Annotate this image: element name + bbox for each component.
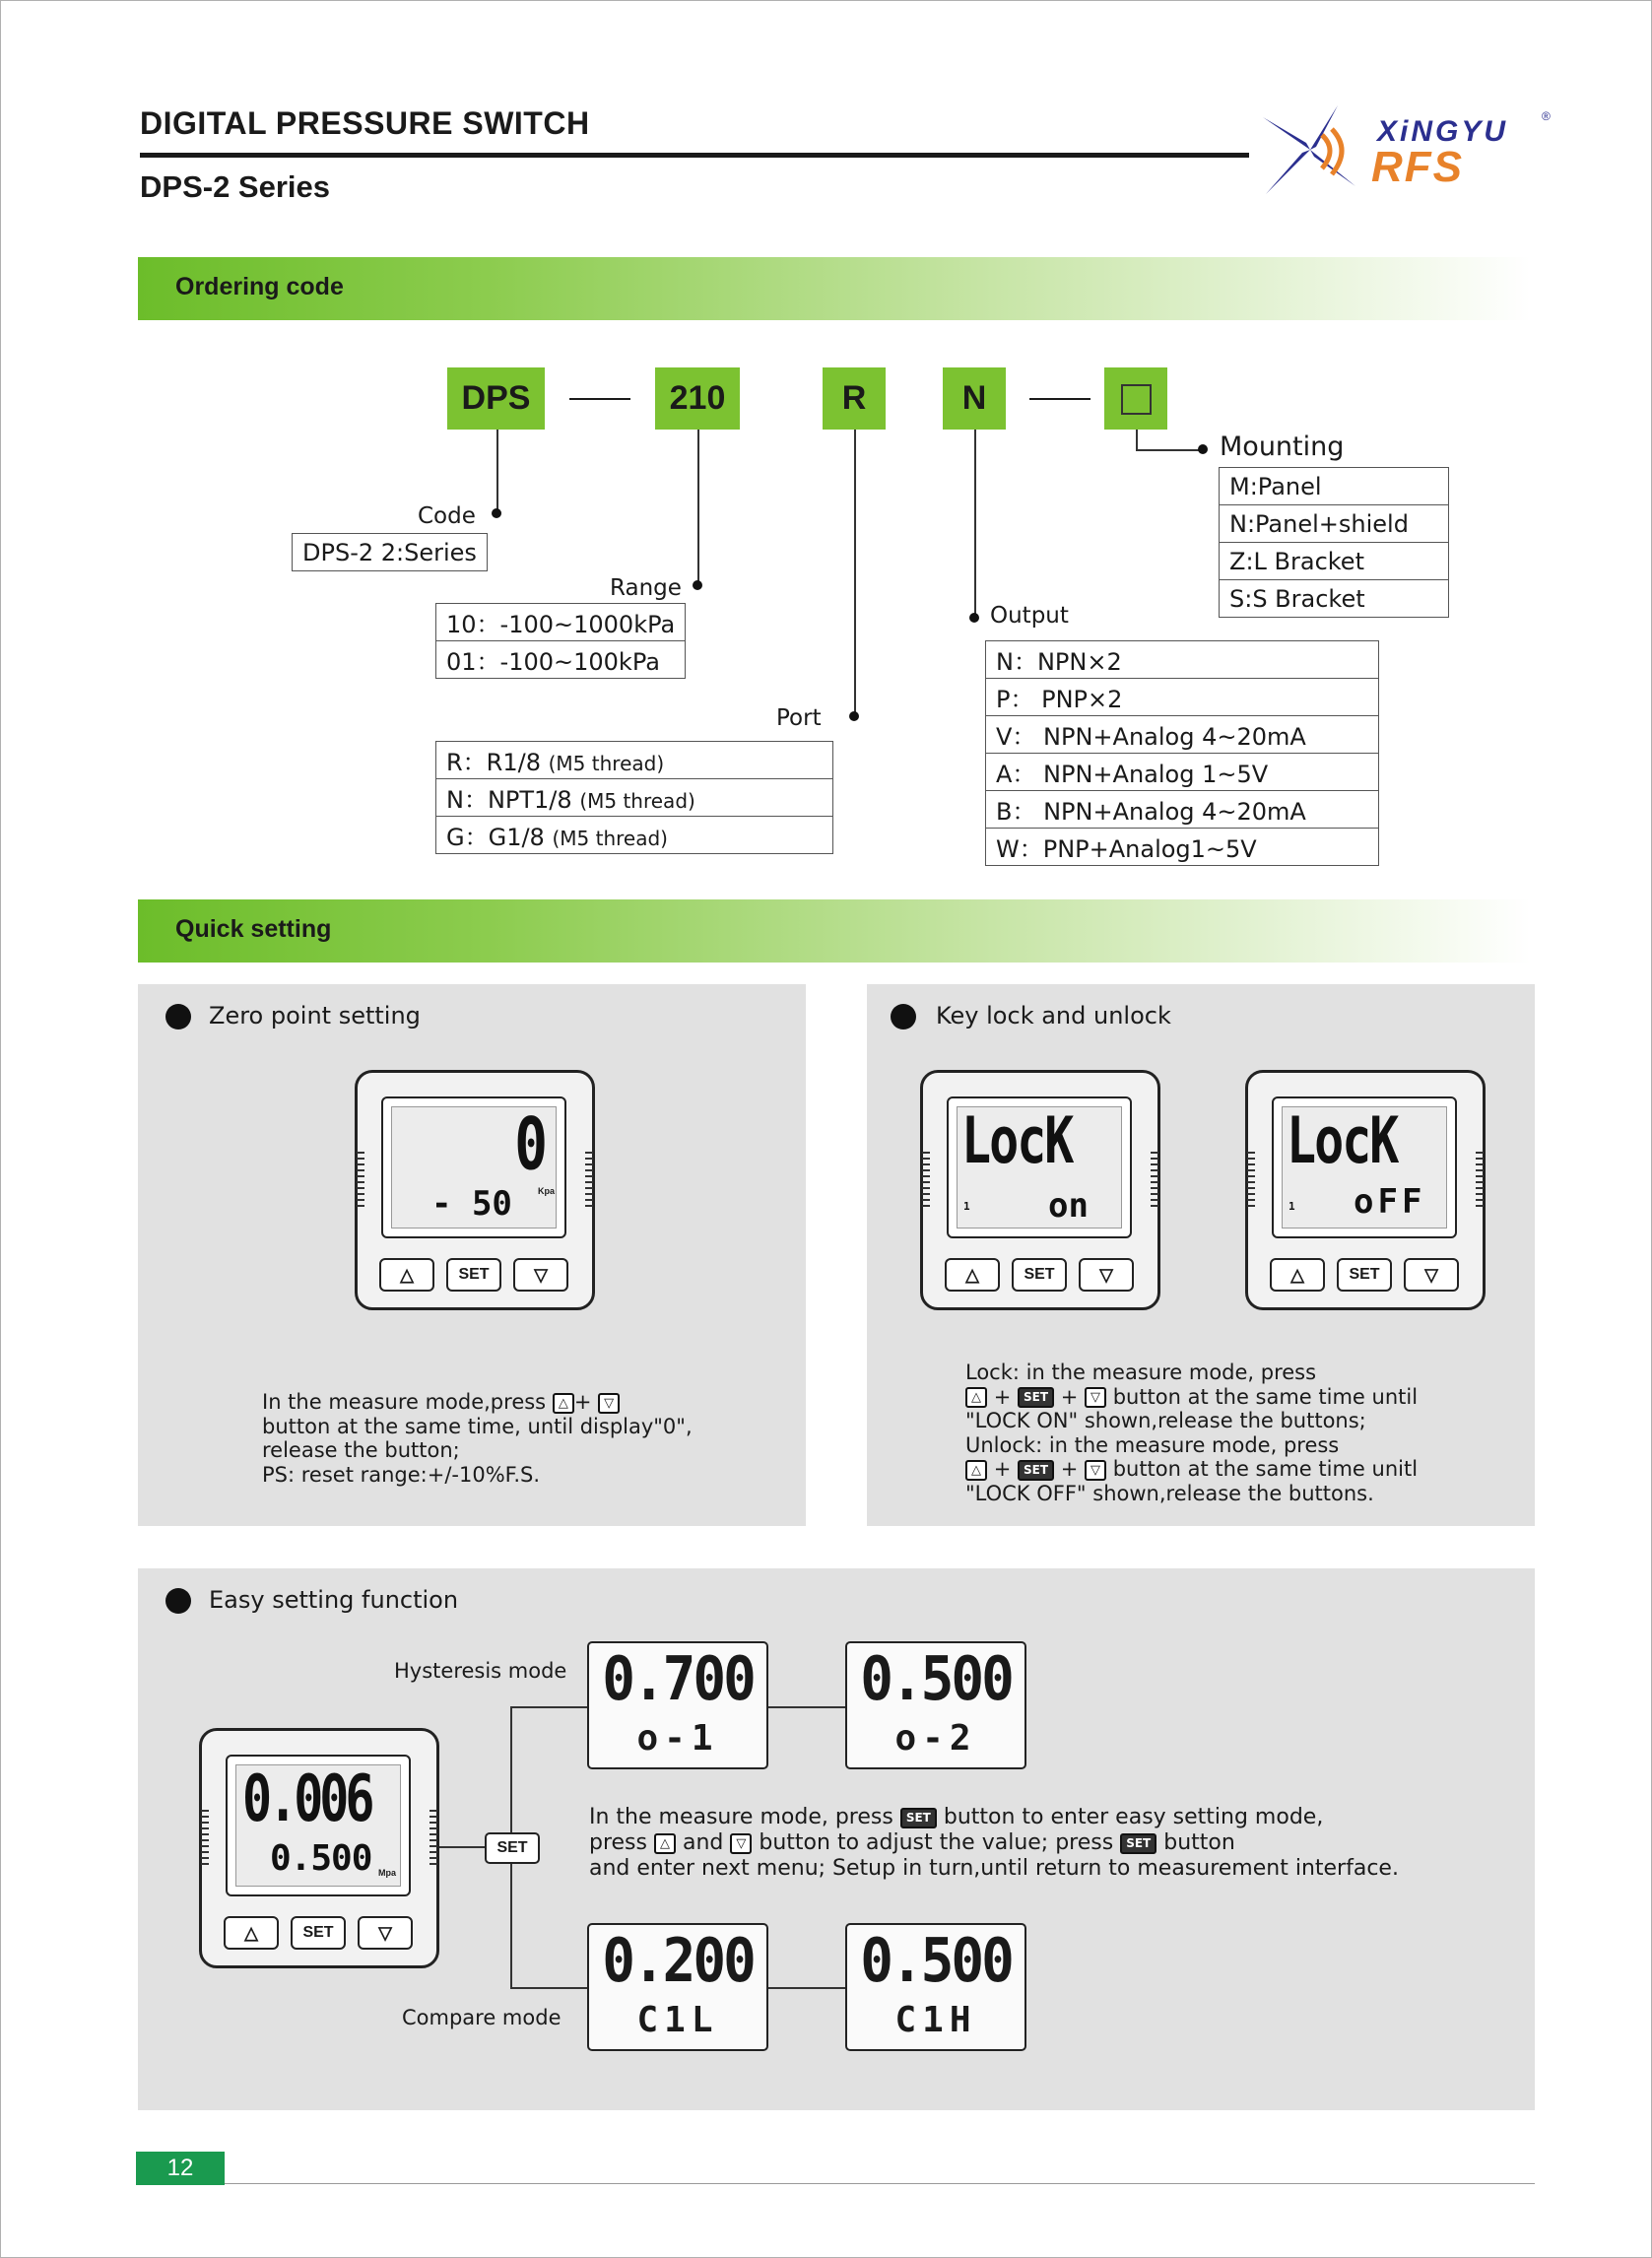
instr-line xyxy=(589,1805,1515,1830)
display-bottom-value: C1H xyxy=(894,2000,977,2040)
device-screen xyxy=(947,1096,1132,1238)
plus-sign: + xyxy=(993,1457,1012,1481)
range-label: Range xyxy=(610,575,682,601)
up-button[interactable]: △ xyxy=(379,1258,434,1292)
port-option-code: G：G1/8 xyxy=(446,824,545,851)
code-box-port: R xyxy=(823,367,886,430)
code-box-range: 210 xyxy=(655,367,740,430)
output-option: A： NPN+Analog 1~5V xyxy=(986,754,1379,791)
brand-logo xyxy=(1261,103,1556,197)
range-dot xyxy=(693,580,702,590)
port-option xyxy=(436,817,833,854)
mounting-option: S:S Bracket xyxy=(1220,580,1449,618)
title-rule xyxy=(140,153,1249,158)
set-key-icon: SET xyxy=(1018,1460,1054,1481)
quick-section-title: Quick setting xyxy=(175,915,332,943)
instr-line xyxy=(262,1390,774,1415)
up-button[interactable]: △ xyxy=(224,1916,279,1950)
footer-rule xyxy=(225,2183,1535,2184)
device-ticks xyxy=(1151,1152,1158,1211)
down-key-icon: ▽ xyxy=(598,1393,620,1414)
page-number: 12 xyxy=(136,2152,225,2185)
display-top-value: 0.700 xyxy=(602,1643,754,1715)
display-top-value: 0.500 xyxy=(860,1643,1012,1715)
instr-text: In the measure mode,press xyxy=(262,1390,547,1414)
instr-text: and xyxy=(683,1830,724,1855)
up-key-icon: △ xyxy=(965,1460,987,1481)
ordering-section-bar xyxy=(138,257,1531,320)
zero-device xyxy=(355,1070,595,1310)
flow-connector xyxy=(764,1987,845,1989)
instr-text: press xyxy=(589,1830,647,1855)
instr-text: button at the same time unitl xyxy=(1112,1457,1419,1481)
plus-sign: + xyxy=(993,1384,1012,1409)
mounting-option: Z:L Bracket xyxy=(1220,543,1449,580)
code-connector xyxy=(496,430,498,513)
range-option: 10：-100~1000kPa xyxy=(436,604,686,641)
mounting-option: N:Panel+shield xyxy=(1220,505,1449,543)
output-connector xyxy=(974,430,976,618)
flow-connector xyxy=(510,1987,587,1989)
instr-line: PS: reset range:+/-10%F.S. xyxy=(262,1462,541,1487)
flow-connector xyxy=(439,1846,491,1848)
code-box-output: N xyxy=(943,367,1006,430)
code-dot xyxy=(492,508,501,518)
key-lock-title: Key lock and unlock xyxy=(936,1002,1171,1029)
mounting-dot xyxy=(1198,444,1208,454)
device-screen xyxy=(226,1755,411,1896)
device-ticks xyxy=(357,1152,364,1211)
instr-line: and enter next menu; Setup in turn,until return to measurement interface. xyxy=(589,1856,1399,1881)
device-ticks xyxy=(201,1810,209,1869)
easy-setting-instructions xyxy=(589,1805,1515,1882)
set-button[interactable]: SET xyxy=(1012,1258,1067,1292)
lcd-top-value: LocK xyxy=(961,1103,1073,1178)
lcd-bottom-value: on xyxy=(1048,1186,1089,1226)
instr-line xyxy=(965,1457,1517,1482)
lcd-index: 1 xyxy=(1289,1200,1295,1213)
range-option: 01：-100~100kPa xyxy=(436,641,686,679)
lcd-bottom-value: oFF xyxy=(1354,1182,1426,1222)
device-ticks xyxy=(1247,1152,1255,1211)
port-option xyxy=(436,742,833,779)
device-screen xyxy=(1272,1096,1457,1238)
output-option: P： PNP×2 xyxy=(986,679,1379,716)
bullet xyxy=(165,1004,191,1029)
output-option: V： NPN+Analog 4~20mA xyxy=(986,716,1379,754)
down-key-icon: ▽ xyxy=(1085,1460,1106,1481)
device-ticks xyxy=(430,1810,437,1869)
lcd-unit: Kpa xyxy=(538,1186,556,1196)
lcd-unit: Mpa xyxy=(378,1868,396,1878)
zero-point-title: Zero point setting xyxy=(209,1002,421,1029)
instr-line: Lock: in the measure mode, press xyxy=(965,1361,1317,1384)
port-option-note: (M5 thread) xyxy=(552,827,668,850)
instr-line xyxy=(965,1385,1517,1410)
instr-text: button to enter easy setting mode, xyxy=(943,1805,1324,1829)
port-option-note: (M5 thread) xyxy=(579,789,695,813)
port-option-note: (M5 thread) xyxy=(548,752,665,775)
code-options-table xyxy=(292,533,488,571)
hysteresis-display-1 xyxy=(587,1641,768,1769)
display-bottom-value: o-1 xyxy=(636,1718,719,1759)
instr-text: button at the same time until xyxy=(1112,1384,1419,1409)
flow-connector xyxy=(510,1706,587,1708)
output-option: B： NPN+Analog 4~20mA xyxy=(986,791,1379,829)
bullet xyxy=(165,1588,191,1614)
instr-line: "LOCK OFF" shown,release the buttons. xyxy=(965,1481,1374,1505)
range-options-table xyxy=(435,603,686,679)
down-key-icon: ▽ xyxy=(1085,1387,1106,1408)
lcd-top-value: 0.006 xyxy=(242,1761,371,1836)
mounting-label: Mounting xyxy=(1220,432,1345,462)
device-ticks xyxy=(585,1152,593,1211)
brand-top-text: XiNGYU xyxy=(1377,115,1509,148)
code-dash xyxy=(569,398,630,400)
key-lock-instructions xyxy=(965,1361,1517,1505)
lcd-index: 1 xyxy=(963,1200,970,1213)
instr-line xyxy=(589,1830,1515,1856)
mounting-option: M:Panel xyxy=(1220,468,1449,505)
brand-registered: ® xyxy=(1542,109,1551,123)
code-option: DPS-2 2:Series xyxy=(293,534,488,571)
port-options-table xyxy=(435,741,833,854)
port-connector xyxy=(854,430,856,716)
range-connector xyxy=(697,430,699,585)
up-key-icon: △ xyxy=(965,1387,987,1408)
easy-setting-title: Easy setting function xyxy=(209,1586,459,1614)
up-button[interactable]: △ xyxy=(945,1258,1000,1292)
key-lock-panel xyxy=(867,984,1535,1526)
easy-setting-panel xyxy=(138,1568,1535,2110)
instr-line: "LOCK ON" shown,release the buttons; xyxy=(965,1409,1366,1432)
device-lcd xyxy=(235,1761,401,1887)
up-key-icon: △ xyxy=(553,1393,574,1414)
lcd-top-value: 0 xyxy=(514,1103,548,1187)
device-lcd xyxy=(1282,1103,1447,1229)
instr-text: In the measure mode, press xyxy=(589,1805,893,1829)
mounting-connector xyxy=(1136,430,1138,449)
device-screen xyxy=(381,1096,566,1238)
up-button[interactable]: △ xyxy=(1270,1258,1325,1292)
ordering-section-title: Ordering code xyxy=(175,273,344,300)
instr-text: button xyxy=(1163,1830,1235,1855)
star-logo-icon xyxy=(1261,103,1359,197)
output-options-table xyxy=(985,640,1379,866)
hysteresis-label: Hysteresis mode xyxy=(394,1659,567,1683)
compare-display-2 xyxy=(845,1923,1026,2051)
code-box-mounting xyxy=(1104,367,1167,430)
lock-on-device xyxy=(920,1070,1160,1310)
device-lcd xyxy=(391,1103,557,1229)
quick-section-bar xyxy=(138,899,1531,963)
compare-label: Compare mode xyxy=(402,2006,562,2029)
instr-text: button to adjust the value; press xyxy=(759,1830,1114,1855)
zero-point-panel xyxy=(138,984,806,1526)
down-button[interactable]: ▽ xyxy=(1079,1258,1134,1292)
display-bottom-value: C1L xyxy=(636,2000,719,2040)
display-top-value: 0.200 xyxy=(602,1925,754,1997)
compare-display-1 xyxy=(587,1923,768,2051)
page-subtitle: DPS-2 Series xyxy=(140,169,330,204)
up-key-icon: △ xyxy=(654,1833,676,1854)
output-label: Output xyxy=(990,603,1069,629)
lock-off-device xyxy=(1245,1070,1486,1310)
down-button[interactable]: ▽ xyxy=(358,1916,413,1950)
port-option xyxy=(436,779,833,817)
set-key-icon: SET xyxy=(900,1808,937,1828)
display-bottom-value: o-2 xyxy=(894,1718,977,1759)
zero-point-instructions xyxy=(262,1390,774,1487)
lcd-bottom-value: 0.500 xyxy=(270,1838,372,1879)
set-key-icon: SET xyxy=(485,1832,540,1864)
set-button[interactable]: SET xyxy=(291,1916,346,1950)
bullet xyxy=(891,1004,916,1029)
device-ticks xyxy=(1476,1152,1484,1211)
port-dot xyxy=(849,711,859,721)
output-option: N：NPN×2 xyxy=(986,641,1379,679)
easy-main-device xyxy=(199,1728,439,1968)
mounting-connector xyxy=(1136,449,1203,451)
code-label: Code xyxy=(418,503,476,529)
set-key-icon: SET xyxy=(1120,1833,1156,1854)
down-button[interactable]: ▽ xyxy=(513,1258,568,1292)
port-option-code: R：R1/8 xyxy=(446,749,541,776)
set-button[interactable]: SET xyxy=(446,1258,501,1292)
code-dash xyxy=(1029,398,1090,400)
display-top-value: 0.500 xyxy=(860,1925,1012,1997)
set-key-icon: SET xyxy=(1018,1387,1054,1408)
output-dot xyxy=(969,613,979,623)
brand-bottom-text: RFS xyxy=(1371,143,1464,191)
plus-sign: + xyxy=(573,1390,592,1414)
empty-square-icon xyxy=(1121,384,1152,415)
down-key-icon: ▽ xyxy=(730,1833,752,1854)
instr-line: release the button; xyxy=(262,1438,460,1462)
code-box-dps: DPS xyxy=(447,367,545,430)
lcd-bottom-value: - 50 xyxy=(431,1184,512,1224)
port-option-code: N：NPT1/8 xyxy=(446,786,572,814)
plus-sign: + xyxy=(1060,1457,1079,1481)
instr-line: Unlock: in the measure mode, press xyxy=(965,1432,1340,1457)
hysteresis-display-2 xyxy=(845,1641,1026,1769)
device-ticks xyxy=(922,1152,930,1211)
plus-sign: + xyxy=(1060,1384,1079,1409)
down-button[interactable]: ▽ xyxy=(1404,1258,1459,1292)
page-title: DIGITAL PRESSURE SWITCH xyxy=(140,105,590,141)
instr-line: button at the same time, until display"0", xyxy=(262,1414,693,1438)
set-button[interactable]: SET xyxy=(1337,1258,1392,1292)
flow-connector xyxy=(764,1706,845,1708)
output-option: W：PNP+Analog1~5V xyxy=(986,829,1379,866)
mounting-options-table xyxy=(1219,467,1449,618)
port-label: Port xyxy=(776,705,822,731)
device-lcd xyxy=(957,1103,1122,1229)
lcd-top-value: LocK xyxy=(1287,1103,1398,1178)
